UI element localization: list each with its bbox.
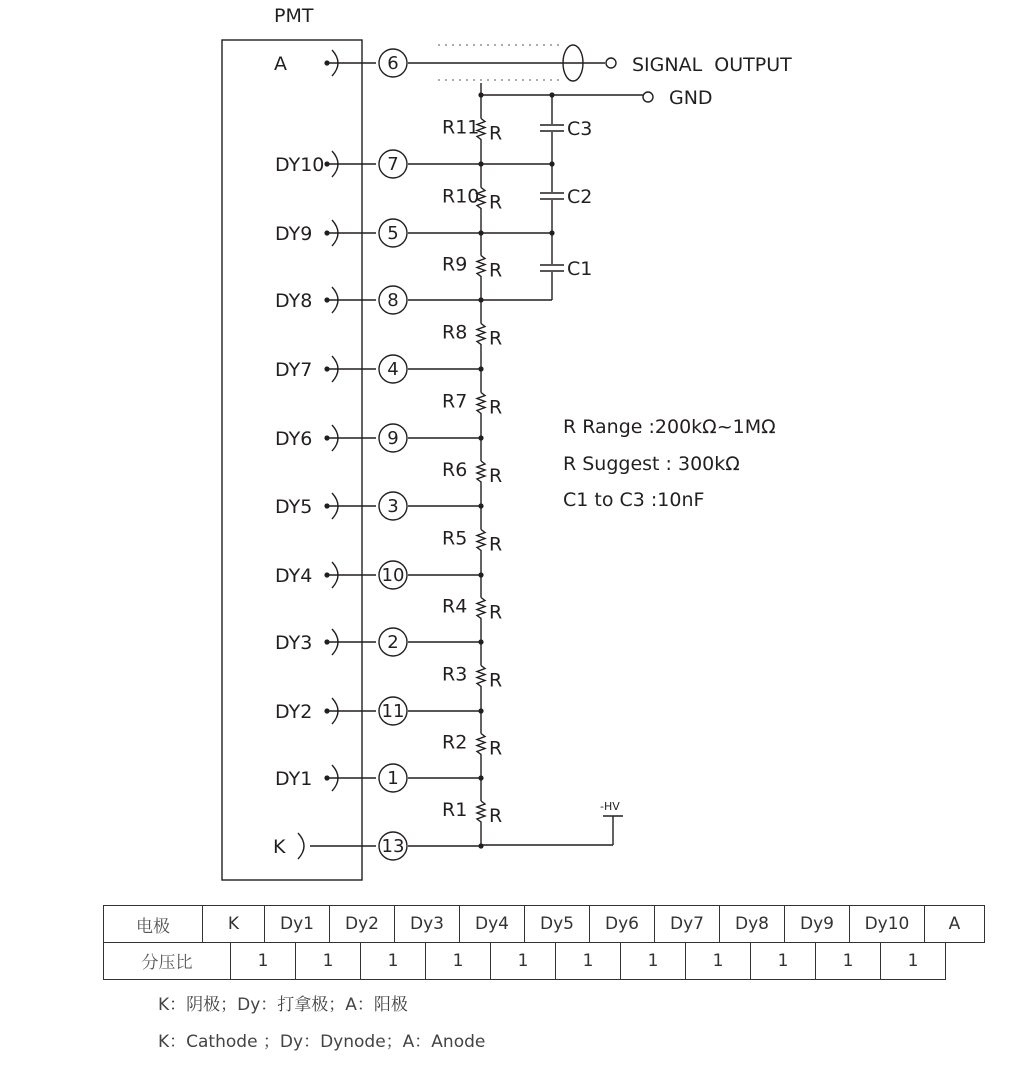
resistor-value: R <box>489 465 503 487</box>
signal-terminal <box>606 58 616 68</box>
junction-dot <box>478 708 483 713</box>
junction-dot <box>478 297 483 302</box>
electrode-dy6 <box>275 424 484 452</box>
junction-dot <box>478 639 483 644</box>
electrode-dy3 <box>275 628 484 656</box>
resistor-name: R5 <box>442 527 468 550</box>
capacitor-c2 <box>540 186 592 208</box>
table-cell: 电极 <box>104 906 203 943</box>
resistor-value: R <box>489 191 503 214</box>
resistor-name: R3 <box>442 663 468 686</box>
capacitor-name: C2 <box>567 186 593 208</box>
electrode-dy5 <box>275 492 484 520</box>
legend-english: K：Cathode ；Dy：Dynode；A：Anode <box>158 1032 486 1052</box>
junction-dot <box>478 92 483 97</box>
electrode-a <box>274 49 407 77</box>
table-cell: 1 <box>361 942 426 980</box>
table-cell: 分压比 <box>103 942 231 980</box>
table-cell: Dy8 <box>720 906 785 943</box>
electrode-k <box>273 832 484 860</box>
table-cell: 1 <box>881 942 946 980</box>
resistor-r4 <box>442 596 502 624</box>
electrode-dy7 <box>275 355 484 383</box>
resistor-r8 <box>442 322 502 350</box>
resistor-value: R <box>489 533 503 556</box>
junction-dot <box>478 435 483 440</box>
pin-number: 6 <box>387 53 399 74</box>
table-cell: Dy6 <box>590 906 655 943</box>
table-cell: Dy4 <box>460 906 525 943</box>
junction-dot <box>478 572 483 577</box>
pin-number: 5 <box>387 223 399 244</box>
resistor-value: R <box>489 259 503 282</box>
capacitor-c3 <box>540 118 592 140</box>
resistor-name: R8 <box>442 321 468 344</box>
table-cell: 1 <box>816 942 881 980</box>
signal-output-label: SIGNAL OUTPUT <box>632 54 792 76</box>
pin-number: 3 <box>387 496 399 517</box>
capacitors <box>540 118 592 280</box>
resistor-name: R9 <box>442 253 468 276</box>
resistor-name: R6 <box>442 459 468 481</box>
resistor-value: R <box>489 737 503 760</box>
capacitor-c1 <box>540 258 592 280</box>
electrode-dy1 <box>275 764 484 792</box>
resistor-value: R <box>489 669 503 692</box>
junction-dot <box>549 161 554 166</box>
table-cell: Dy3 <box>395 906 460 943</box>
resistor-r1 <box>442 799 502 827</box>
table-cell: 1 <box>751 942 816 980</box>
table-cell: 1 <box>491 942 556 980</box>
junction-dot <box>478 843 483 848</box>
pin-number: 8 <box>387 290 399 311</box>
table-cell: 1 <box>686 942 751 980</box>
electrode-label: DY10 <box>275 154 325 176</box>
capacitor-name: C1 <box>567 258 593 280</box>
resistor-value: R <box>489 805 503 827</box>
pin-number: 1 <box>387 768 399 789</box>
resistor-r5 <box>442 528 502 556</box>
electrode-row <box>104 906 985 943</box>
gnd-terminal <box>643 92 653 102</box>
resistor-name: R2 <box>442 731 468 754</box>
electrode-dy4 <box>275 561 484 589</box>
electrode-label: DY6 <box>275 428 313 450</box>
electrode-label: DY7 <box>275 359 313 381</box>
table-cell: Dy5 <box>525 906 590 943</box>
electrode-label: DY9 <box>275 223 313 245</box>
note-r-range: R Range :200kΩ~1MΩ <box>563 416 776 438</box>
ratio-row <box>103 942 946 980</box>
note-r-suggest: R Suggest : 300kΩ <box>563 453 740 475</box>
electrode-label: K <box>273 836 286 858</box>
junction-dot <box>478 775 483 780</box>
table-cell: Dy1 <box>265 906 330 943</box>
table-cell: 1 <box>621 942 686 980</box>
electrode-label: A <box>274 53 287 75</box>
table-cell: 1 <box>426 942 491 980</box>
pin-number: 7 <box>387 154 399 175</box>
electrode-dy9 <box>275 219 484 247</box>
pin-number: 10 <box>381 565 405 586</box>
resistor-name: R10 <box>442 185 480 208</box>
resistor-r7 <box>442 391 502 419</box>
resistor-r6 <box>442 459 502 487</box>
junction-dot <box>549 230 554 235</box>
electrode-label: DY4 <box>275 565 313 587</box>
junction-dot <box>478 366 483 371</box>
table-cell: 1 <box>231 942 296 980</box>
hv-label: -HV <box>600 800 620 813</box>
table-cell: K <box>203 906 265 943</box>
electrode-label: DY3 <box>275 632 313 654</box>
electrode-label: DY2 <box>275 701 313 723</box>
gnd-label: GND <box>669 87 713 109</box>
electrode-dy2 <box>275 697 484 725</box>
resistor-r2 <box>442 732 502 760</box>
resistor-value: R <box>489 396 503 419</box>
resistor-name: R1 <box>442 799 468 821</box>
resistor-r10 <box>442 186 502 214</box>
electrode-dy10 <box>275 150 484 178</box>
electrode-dy8 <box>275 286 484 314</box>
pin-number: 2 <box>387 632 399 653</box>
voltage-ratio-table <box>103 905 985 943</box>
resistor-r11 <box>442 117 502 145</box>
pin-number: 11 <box>381 701 405 722</box>
table-cell: A <box>925 906 985 943</box>
resistor-value: R <box>489 327 503 350</box>
electrode-label: DY1 <box>275 768 313 790</box>
junction-dot <box>549 92 554 97</box>
note-capacitors: C1 to C3 :10nF <box>563 489 705 511</box>
resistor-name: R4 <box>442 595 468 618</box>
resistor-value: R <box>489 122 503 145</box>
table-cell: 1 <box>296 942 361 980</box>
table-cell: Dy10 <box>850 906 925 943</box>
resistor-r3 <box>442 664 502 692</box>
pin-number: 4 <box>387 359 399 380</box>
pmt-title: PMT <box>274 5 314 27</box>
capacitor-name: C3 <box>567 118 593 140</box>
junction-dot <box>478 503 483 508</box>
pin-number: 13 <box>381 836 405 857</box>
pin-number: 9 <box>387 428 399 449</box>
table-cell: 1 <box>556 942 621 980</box>
table-cell: Dy9 <box>785 906 850 943</box>
socket-contact <box>298 833 304 859</box>
electrode-label: DY8 <box>275 290 313 312</box>
table-cell: Dy7 <box>655 906 720 943</box>
table-cell: Dy2 <box>330 906 395 943</box>
legend-chinese: K：阴极；Dy：打拿极；A：阳极 <box>158 995 408 1015</box>
resistor-r9 <box>442 254 502 282</box>
electrode-label: DY5 <box>275 496 313 518</box>
resistor-name: R7 <box>442 390 468 413</box>
resistor-value: R <box>489 601 503 624</box>
resistor-name: R11 <box>442 116 480 139</box>
electrode-rows <box>273 49 555 860</box>
